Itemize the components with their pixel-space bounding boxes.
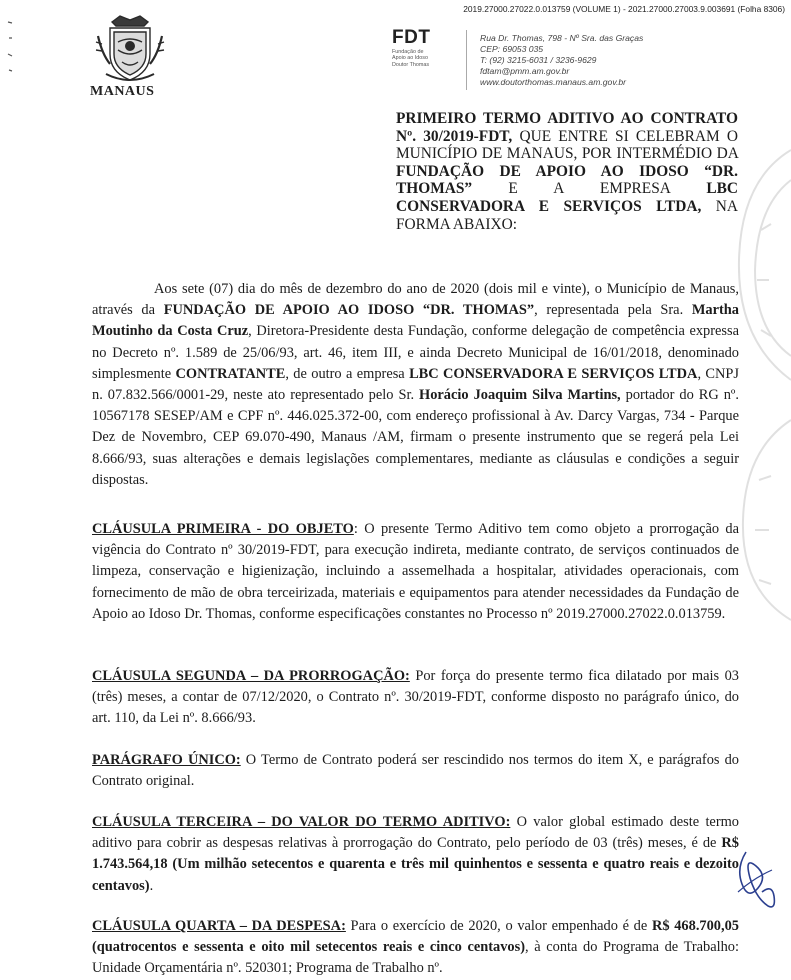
contract-body xyxy=(92,279,739,491)
address-line: Rua Dr. Thomas, 798 - Nº Sra. das Graças xyxy=(480,33,644,43)
manaus-crest-icon xyxy=(92,12,168,86)
clause-paragraph xyxy=(92,519,739,625)
preamble-bold: LBC CONSERVADORA E SERVIÇOS LTDA xyxy=(409,365,698,382)
header-divider xyxy=(466,30,467,90)
title-text: QUE ENTRE SI CELEBRAM O MUNICÍPIO DE MANAUS, POR INTERMÉDIO DA xyxy=(396,127,738,163)
preamble-text: portador do RG nº. 10567178 SESEP/AM e CPF nº. 446.025.372-00, com endereço profissional à Av. Darcy Vargas, 734 - Parque Dez de Novembro, CEP 69.070-490, Manaus /AM, firmam o presente instrumento que se regerá pela Lei 8.666/93, suas alterações e demais legislações complementares, mediante as cláusulas e condições a seguir dispostas. xyxy=(92,387,739,488)
clause-second xyxy=(92,666,739,730)
document-stamp: 2019.27000.27022.0.013759 (VOLUME 1) - 2021.27000.27003.9.003691 (Folha 8306) xyxy=(463,4,785,14)
address-line: T: (92) 3215-6031 / 3236-9629 xyxy=(480,55,597,65)
clause-text: Para o exercício de 2020, o valor empenhado é de xyxy=(345,918,652,934)
clause-heading: CLÁUSULA TERCEIRA – DO VALOR DO TERMO ADITIVO: xyxy=(92,814,511,830)
fdt-subtitle xyxy=(392,49,452,68)
clause-paragraph xyxy=(92,750,739,792)
address-line: CEP: 69053 035 xyxy=(480,44,544,54)
city-name: MANAUS xyxy=(90,84,155,99)
preamble-bold: FUNDAÇÃO DE APOIO AO IDOSO “DR. THOMAS” xyxy=(163,302,535,319)
paragraph-unico xyxy=(92,750,739,792)
address-line: fdtam@pmm.am.gov.br xyxy=(480,66,570,76)
clause-heading: CLÁUSULA SEGUNDA – DA PRORROGAÇÃO: xyxy=(92,668,410,684)
title-text: NA FORMA ABAIXO: xyxy=(396,197,739,233)
address-line: www.doutorthomas.manaus.am.gov.br xyxy=(480,77,627,87)
clause-third xyxy=(92,812,739,897)
clause-text: O Termo de Contrato poderá ser rescindido nos termos do item X, e parágrafos do Contrato original. xyxy=(92,752,739,790)
handwritten-initials xyxy=(728,848,784,912)
preamble-text: Aos sete (07) dia do mês de dezembro do ano de 2020 (dois mil e vinte), o Município de Manaus, através da xyxy=(92,281,739,319)
clause-heading: PARÁGRAFO ÚNICO: xyxy=(92,752,241,768)
title-bold: LBC CONSERVADORA E SERVIÇOS LTDA, xyxy=(396,180,738,215)
preamble-bold: Horácio Joaquim Silva Martins, xyxy=(419,387,621,404)
clause-value: R$ 1.743.564,18 (Um milhão setecentos e quarenta e três mil quinhentos e sessenta e quatro reais e dezoito centavos) xyxy=(92,835,739,894)
clause-text: . xyxy=(149,877,154,894)
clause-first xyxy=(92,519,739,625)
preamble-text: , CNPJ n. 07.832.566/0001-29, neste ato representado pelo Sr. xyxy=(92,365,739,404)
fdt-sub-line: Fundação de xyxy=(392,49,424,55)
clause-paragraph xyxy=(92,812,739,897)
clause-text: , à conta do Programa de Trabalho: Unidade Orçamentária nº. 520301; Programa de Trabalho nº. xyxy=(92,939,739,977)
edge-marks xyxy=(6,18,16,78)
clause-paragraph xyxy=(92,916,739,980)
title-bold: PRIMEIRO TERMO ADITIVO AO CONTRATO Nº. 30/2019-FDT, xyxy=(396,110,738,145)
fdt-logo: FDT xyxy=(392,27,431,48)
document-title xyxy=(396,110,738,233)
clause-text: Por força do presente termo fica dilatado por mais 03 (três) meses, a contar de 07/12/2020, o Contrato nº. 30/2019-FDT, conforme disposto no parágrafo único, do art. 110, da Lei nº. 8.666/93. xyxy=(92,668,739,727)
fdt-logo-block xyxy=(392,28,452,68)
preamble-bold: CONTRATANTE xyxy=(175,365,286,382)
title-bold: FUNDAÇÃO DE APOIO AO IDOSO “DR. THOMAS” xyxy=(396,162,738,198)
clause-paragraph xyxy=(92,666,739,730)
preamble-paragraph xyxy=(92,279,739,491)
clause-value: R$ 468.700,05 (quatrocentos e sessenta e oito mil setecentos reais e cinco centavos) xyxy=(92,918,739,956)
clause-heading: CLÁUSULA QUARTA – DA DESPESA: xyxy=(92,918,346,934)
fdt-sub-line: Apoio ao Idoso xyxy=(392,55,428,62)
clause-text: O valor global estimado deste termo aditivo para cobrir as despesas relativas à prorrogação do Contrato, pelo período de 03 (três) meses, é de xyxy=(92,814,740,852)
title-text: E A EMPRESA xyxy=(472,180,707,198)
clause-text: : O presente Termo Aditivo tem como objeto a prorrogação da vigência do Contrato nº 30/2019-FDT, para execução indireta, mediante contrato, de serviços continuados de limpeza, conservação e higienização, incluindo a assemelhada a hospitalar, atividades operacionais, com fornecimento de mão de obra terceirizada, materiais e equipamentos para atender necessidades da Fundação de Apoio ao Idoso Dr. Thomas, conforme especificações constantes no Processo nº 2019.27000.27022.0.013759. xyxy=(92,521,739,622)
preamble-text: , Diretora-Presidente desta Fundação, conforme delegação de competência expressa no Decreto nº. 1.589 de 25/06/93, art. 46, item III, e ainda Decreto Municipal de 16/01/2018, denominado simplesmente xyxy=(92,323,739,382)
clause-fourth xyxy=(92,916,739,980)
preamble-text: , de outro a empresa xyxy=(285,365,410,382)
fdt-sub-line: Doutor Thomas xyxy=(392,61,430,68)
preamble-bold: Martha Moutinho da Costa Cruz xyxy=(92,302,739,340)
preamble-text: , representada pela Sra. xyxy=(534,302,692,319)
clause-heading: CLÁUSULA PRIMEIRA - DO OBJETO xyxy=(92,521,354,537)
institution-address xyxy=(480,33,643,88)
